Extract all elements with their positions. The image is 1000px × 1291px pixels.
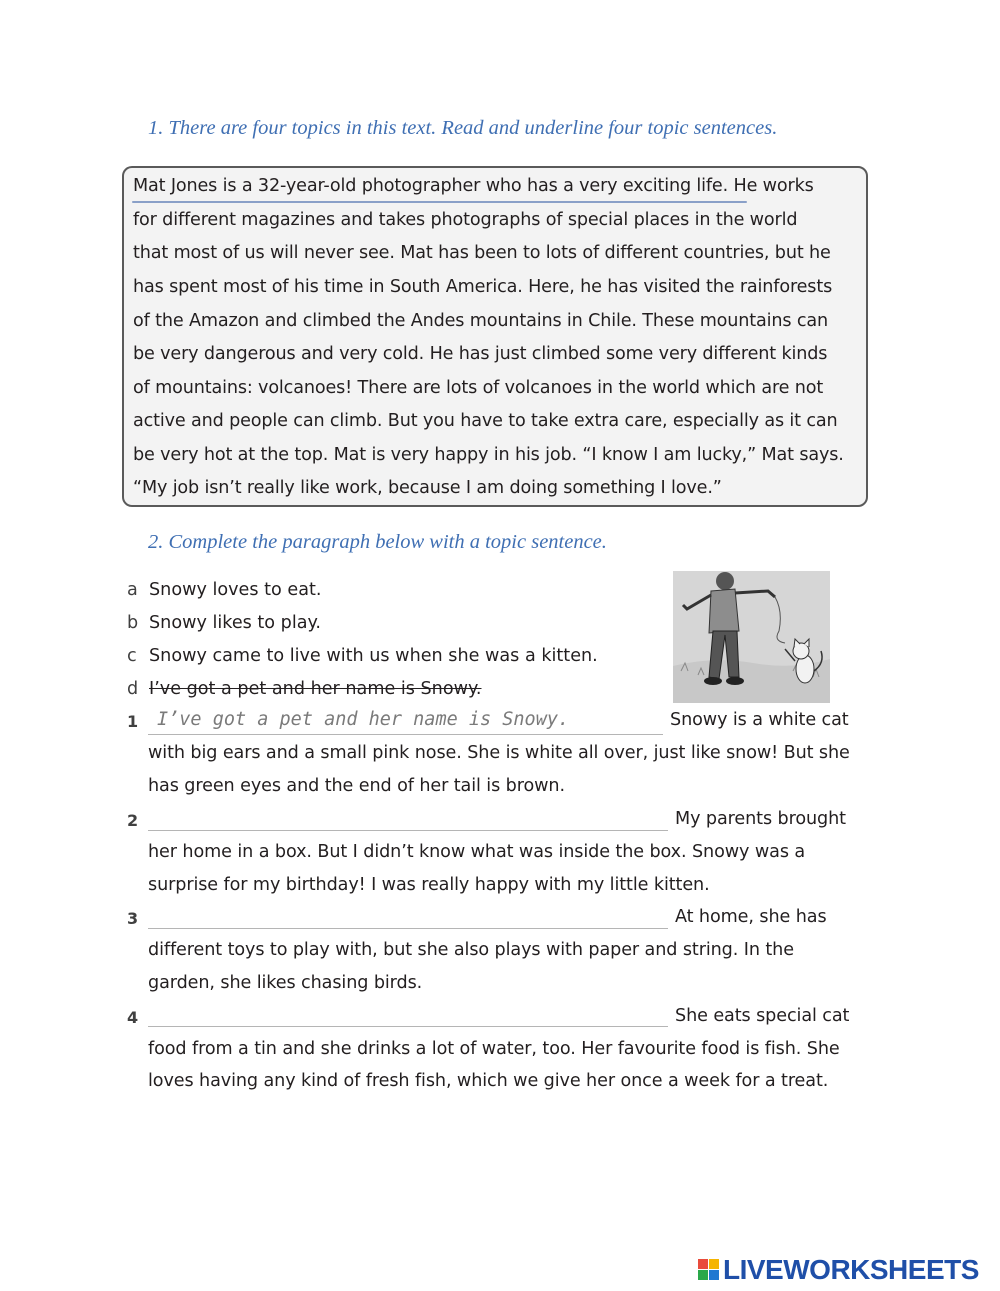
- item-3-line: different toys to play with, but she also plays with paper and string. In the: [148, 940, 794, 960]
- answer-blank-3[interactable]: [148, 928, 668, 929]
- text-line[interactable]: has spent most of his time in South America. Here, he has visited the rainforests: [133, 277, 833, 297]
- option-text-struck: I’ve got a pet and her name is Snowy.: [149, 679, 482, 699]
- text-line[interactable]: Mat Jones is a 32-year-old photographer who has a very exciting life. He works: [133, 176, 814, 196]
- logo-text: LIVEWORKSHEETS: [723, 1254, 979, 1285]
- option-b: [127, 613, 321, 633]
- item-number: 1: [127, 712, 139, 731]
- option-letter: d: [127, 679, 139, 699]
- boy-and-cat-illustration: [673, 571, 830, 703]
- item-4-line: food from a tin and she drinks a lot of water, too. Her favourite food is fish. She: [148, 1039, 840, 1059]
- text-line[interactable]: that most of us will never see. Mat has been to lots of different countries, but he: [133, 243, 831, 263]
- text-line[interactable]: be very dangerous and very cold. He has just climbed some very different kinds: [133, 344, 828, 364]
- logo-square: [698, 1259, 708, 1269]
- text-line[interactable]: “My job isn’t really like work, because I am doing something I love.”: [133, 478, 722, 498]
- item-number: 2: [127, 811, 139, 830]
- option-text: Snowy loves to eat.: [149, 580, 322, 600]
- text-line[interactable]: of mountains: volcanoes! There are lots of volcanoes in the world which are not: [133, 378, 824, 398]
- option-d: [127, 679, 482, 699]
- item-2-trailing-text: My parents brought: [675, 809, 846, 829]
- instruction-1: 1. There are four topics in this text. Read and underline four topic sentences.: [148, 117, 778, 139]
- item-1-trailing-text: Snowy is a white cat: [670, 710, 849, 730]
- option-a: [127, 580, 321, 600]
- option-text: Snowy came to live with us when she was a kitten.: [149, 646, 598, 666]
- item-3-line: garden, she likes chasing birds.: [148, 973, 423, 993]
- logo-square: [709, 1270, 719, 1280]
- logo-grid-icon: [698, 1259, 720, 1281]
- reading-text-box: [122, 166, 868, 507]
- item-number: 3: [127, 909, 139, 928]
- answer-1-text[interactable]: I’ve got a pet and her name is Snowy.: [157, 709, 570, 730]
- item-1-line: with big ears and a small pink nose. She is white all over, just like snow! But she: [148, 743, 850, 763]
- option-c: [127, 646, 598, 666]
- item-4-trailing-text: She eats special cat: [675, 1006, 850, 1026]
- item-number: 4: [127, 1008, 139, 1027]
- option-letter: c: [127, 646, 137, 666]
- text-line[interactable]: of the Amazon and climbed the Andes mountains in Chile. These mountains can: [133, 311, 829, 331]
- liveworksheets-logo[interactable]: [698, 1255, 979, 1285]
- answer-blank-2[interactable]: [148, 830, 668, 831]
- text-line[interactable]: active and people can climb. But you have to take extra care, especially as it can: [133, 411, 838, 431]
- underline-mark: [132, 201, 747, 203]
- item-2-line: surprise for my birthday! I was really happy with my little kitten.: [148, 875, 710, 895]
- item-3-trailing-text: At home, she has: [675, 907, 827, 927]
- answer-blank-1[interactable]: [148, 734, 663, 735]
- answer-blank-4[interactable]: [148, 1026, 668, 1027]
- option-letter: a: [127, 580, 138, 600]
- logo-square: [709, 1259, 719, 1269]
- item-4-line: loves having any kind of fresh fish, which we give her once a week for a treat.: [148, 1071, 829, 1091]
- item-1-line: has green eyes and the end of her tail is brown.: [148, 776, 565, 796]
- text-line[interactable]: be very hot at the top. Mat is very happy in his job. “I know I am lucky,” Mat says.: [133, 445, 844, 465]
- text-line[interactable]: for different magazines and takes photographs of special places in the world: [133, 210, 798, 230]
- item-2-line: her home in a box. But I didn’t know what was inside the box. Snowy was a: [148, 842, 806, 862]
- logo-square: [698, 1270, 708, 1280]
- instruction-2: 2. Complete the paragraph below with a topic sentence.: [148, 531, 607, 553]
- option-letter: b: [127, 613, 139, 633]
- option-text: Snowy likes to play.: [149, 613, 321, 633]
